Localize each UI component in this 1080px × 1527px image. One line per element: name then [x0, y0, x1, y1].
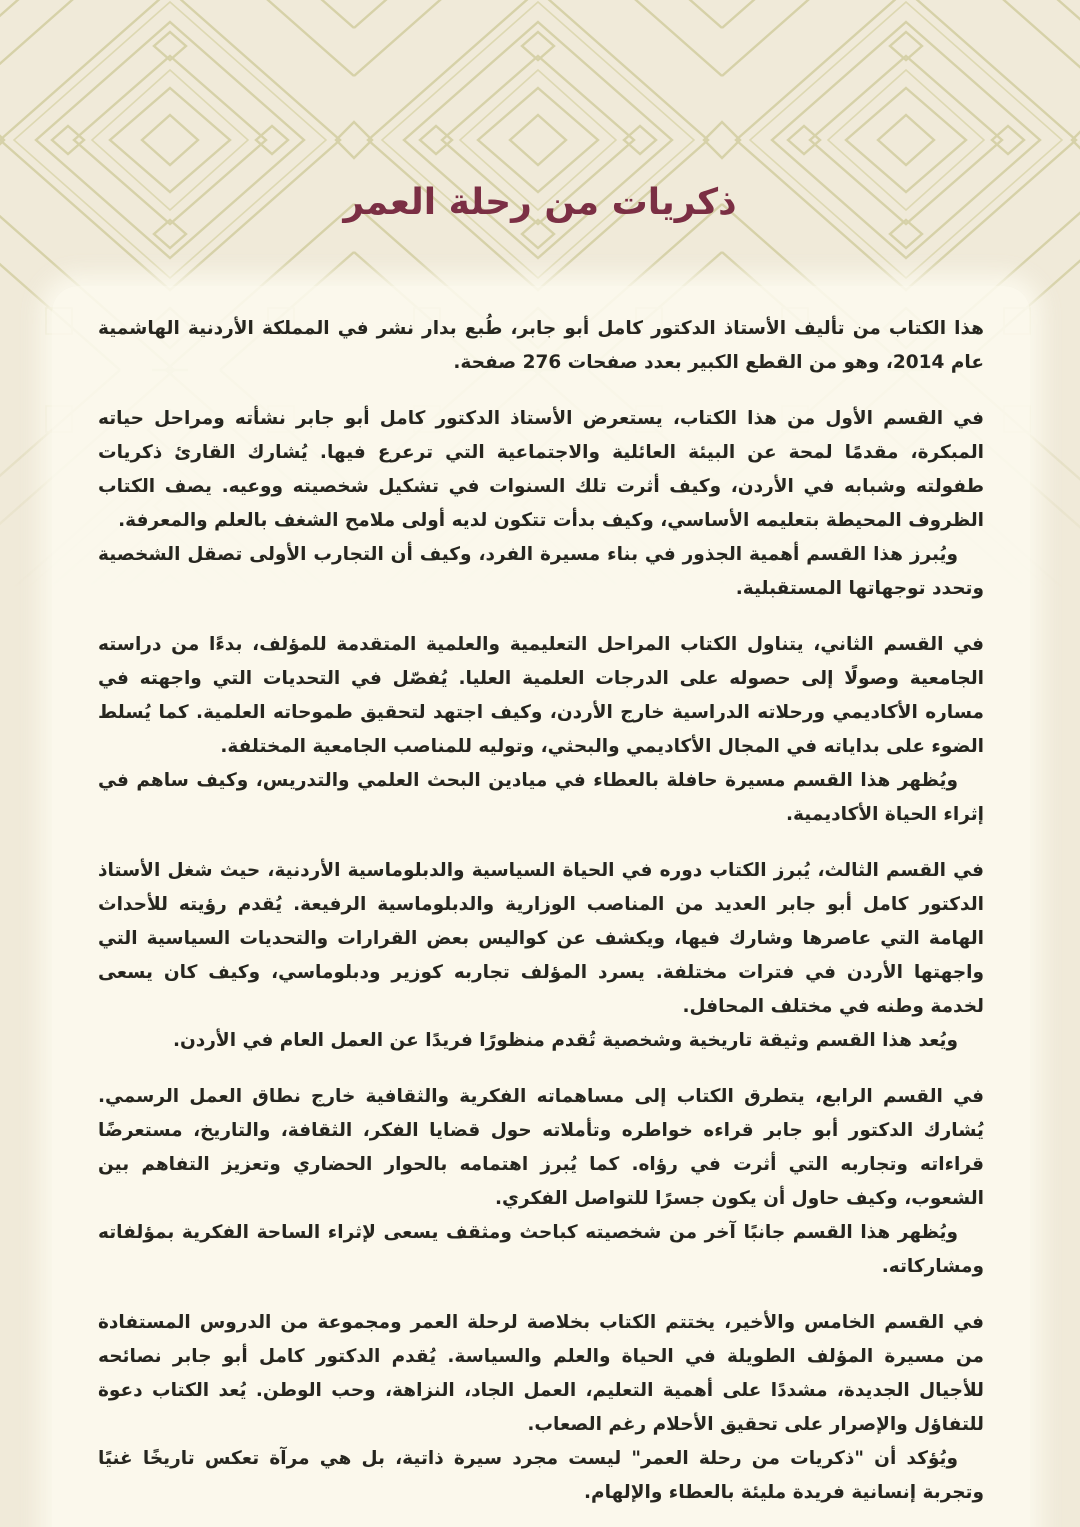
paragraph-section-five [98, 1306, 984, 1510]
paragraph-closing-note: ويُظهر هذا القسم جانبًا آخر من شخصيته كباحث ومثقف يسعى لإثراء الساحة الفكرية بمؤلفاته ومشاركاته. [98, 1222, 984, 1277]
paragraph-section-two [98, 628, 984, 832]
paragraph-body: في القسم الثالث، يُبرز الكتاب دوره في الحياة السياسية والدبلوماسية الأردنية، حيث شغل الأستاذ الدكتور كامل أبو جابر العديد من المناصب الوزارية والدبلوماسية الرفيعة. يُقدم رؤيته للأحداث الهامة التي عاصرها وشارك فيها، ويكشف عن كواليس بعض القرارات والتحديات السياسية التي واجهتها الأردن في فترات مختلفة. يسرد المؤلف تجاربه كوزير ودبلوماسي، وكيف كان يسعى لخدمة وطنه في مختلف المحافل. [98, 860, 984, 1017]
paragraph-closing-note: ويُظهر هذا القسم مسيرة حافلة بالعطاء في ميادين البحث العلمي والتدريس، وكيف ساهم في إثراء الحياة الأكاديمية. [98, 770, 984, 825]
paragraph-body: في القسم الرابع، يتطرق الكتاب إلى مساهماته الفكرية والثقافية خارج نطاق العمل الرسمي. يُشارك الدكتور أبو جابر قراءه خواطره وتأملاته حول قضايا الفكر، الثقافة، والتاريخ، مستعرضًا قراءاته وتجاربه التي أثرت في رؤاه. كما يُبرز اهتمامه بالحوار الحضاري وتعزيز التفاهم بين الشعوب، وكيف حاول أن يكون جسرًا للتواصل الفكري. [98, 1086, 984, 1209]
page-title: ذكريات من رحلة العمر [343, 182, 737, 223]
paragraph-closing-note: ويُؤكد أن "ذكريات من رحلة العمر" ليست مجرد سيرة ذاتية، بل هي مرآة تعكس تاريخًا غنيًا وتجربة إنسانية فريدة مليئة بالعطاء والإلهام. [98, 1448, 984, 1503]
content-card [52, 286, 1030, 1527]
paragraph-body: في القسم الخامس والأخير، يختتم الكتاب بخلاصة لرحلة العمر ومجموعة من الدروس المستفادة من مسيرة المؤلف الطويلة في الحياة والعلم والسياسة. يُقدم الدكتور كامل أبو جابر نصائحه للأجيال الجديدة، مشددًا على أهمية التعليم، العمل الجاد، النزاهة، وحب الوطن. يُعد الكتاب دعوة للتفاؤل والإصرار على تحقيق الأحلام رغم الصعاب. [98, 1312, 984, 1435]
paragraph-section-one [98, 402, 984, 606]
paragraph-body: في القسم الثاني، يتناول الكتاب المراحل التعليمية والعلمية المتقدمة للمؤلف، بدءًا من دراسته الجامعية وصولًا إلى حصوله على الدرجات العلمية العليا. يُفصّل في التحديات التي واجهته في مساره الأكاديمي ورحلاته الدراسية خارج الأردن، وكيف اجتهد لتحقيق طموحاته العلمية. كما يُسلط الضوء على بداياته في المجال الأكاديمي والبحثي، وتوليه للمناصب الجامعية المختلفة. [98, 634, 984, 757]
book-summary-text [52, 286, 1030, 1527]
paragraph-section-three [98, 854, 984, 1058]
paragraph-closing-note: ويُعد هذا القسم وثيقة تاريخية وشخصية تُقدم منظورًا فريدًا عن العمل العام في الأردن. [172, 1030, 958, 1051]
paragraph-closing-note: ويُبرز هذا القسم أهمية الجذور في بناء مسيرة الفرد، وكيف أن التجارب الأولى تصقل الشخصية وتحدد توجهاتها المستقبلية. [98, 544, 984, 599]
paragraph-book-intro [98, 312, 984, 380]
paragraph-section-four [98, 1080, 984, 1284]
paragraph-body: هذا الكتاب من تأليف الأستاذ الدكتور كامل أبو جابر، طُبع بدار نشر في المملكة الأردنية الهاشمية عام 2014، وهو من القطع الكبير بعدد صفحات 276 صفحة. [98, 318, 984, 373]
paragraph-body: في القسم الأول من هذا الكتاب، يستعرض الأستاذ الدكتور كامل أبو جابر نشأته ومراحل حياته المبكرة، مقدمًا لمحة عن البيئة العائلية والاجتماعية التي ترعرع فيها. يُشارك القارئ ذكريات طفولته وشبابه في الأردن، وكيف أثرت تلك السنوات في تشكيل شخصيته ووعيه. يصف الكتاب الظروف المحيطة بتعليمه الأساسي، وكيف بدأت تتكون لديه أولى ملامح الشغف بالعلم والمعرفة. [98, 408, 984, 531]
